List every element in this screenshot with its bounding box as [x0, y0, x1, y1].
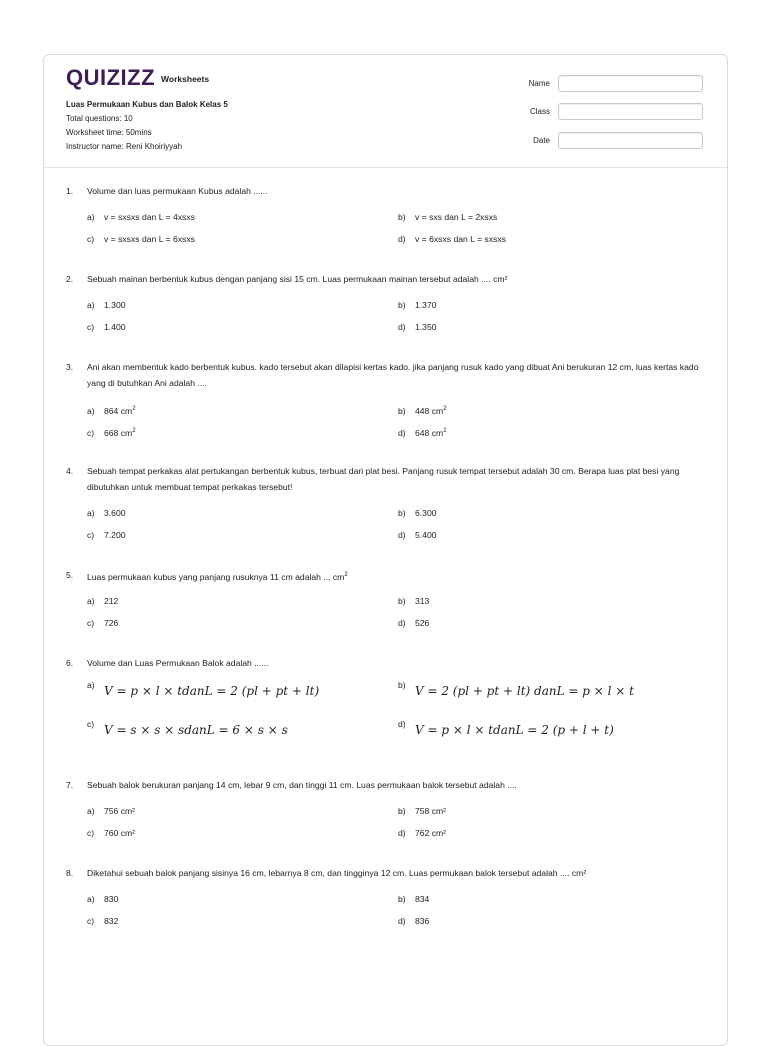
question-number: 4. — [66, 466, 74, 476]
quizizz-logo: QUIZIZZ — [66, 65, 156, 90]
question-5 — [66, 567, 706, 637]
option-d: d) 526 — [398, 618, 430, 628]
formula: V = p × l × tdanL = 2 (p + l + t) — [415, 723, 614, 737]
option-c: c) 7.200 — [87, 530, 126, 540]
question-8 — [66, 865, 706, 935]
question-text: Volume dan luas permukaan Kubus adalah ...... — [87, 186, 268, 196]
option-b: b) 6.300 — [398, 508, 437, 518]
class-input[interactable] — [558, 103, 703, 120]
option-a: a) 864 $cm^2$ — [87, 405, 136, 416]
class-label: Class — [529, 107, 550, 116]
option-d: d) 762 cm² — [398, 828, 447, 838]
option-b: b) 313 — [398, 596, 430, 606]
question-text: Sebuah mainan berbentuk kubus dengan panjang sisi 15 cm. Luas permukaan mainan tersebut adalah .... cm² — [87, 274, 508, 284]
worksheet-title: Luas Permukaan Kubus dan Balok Kelas 5 — [66, 100, 228, 109]
name-field-row — [520, 75, 703, 92]
worksheet-meta — [66, 98, 228, 154]
option-d: d) v = 6xsxs dan L = sxsxs — [398, 234, 506, 244]
name-label: Name — [528, 79, 550, 88]
question-number: 2. — [66, 274, 74, 284]
option-b: b) 448 $cm^2$ — [398, 405, 447, 416]
question-number: 1. — [66, 186, 74, 196]
option-c: c) 726 — [87, 618, 119, 628]
option-c: c) 668 $cm^2$ — [87, 427, 136, 438]
worksheet-time: Worksheet time: 50mins — [66, 128, 152, 137]
option-a: a) V = p × l × tdanL = 2 (pl + pt + lt) — [87, 680, 320, 698]
question-7 — [66, 777, 706, 847]
option-d: d) 5.400 — [398, 530, 437, 540]
option-c: c) v = sxsxs dan L = 6xsxs — [87, 234, 195, 244]
question-2 — [66, 271, 706, 341]
option-a: a) 1.300 — [87, 300, 126, 310]
option-b: b) V = 2 (pl + pt + lt) danL = p × l × t — [398, 680, 634, 698]
instructor-name: Instructor name: Reni Khoiriyyah — [66, 142, 183, 151]
class-field-row — [520, 103, 703, 120]
question-text: Luas permukaan kubus yang panjang rusuknya 11 cm adalah ... $cm^2$ — [87, 571, 348, 582]
option-a: a) v = sxsxs dan L = 4xsxs — [87, 212, 195, 222]
option-c: c) 1.400 — [87, 322, 126, 332]
question-number: 8. — [66, 868, 74, 878]
date-label: Date — [533, 136, 550, 145]
question-number: 7. — [66, 780, 74, 790]
question-1 — [66, 183, 706, 253]
question-4 — [66, 463, 706, 549]
option-b: b) 1.370 — [398, 300, 437, 310]
question-number: 3. — [66, 362, 74, 372]
option-d: d) 648 $cm^2$ — [398, 427, 447, 438]
question-text: Volume dan Luas Permukaan Balok adalah ...... — [87, 658, 269, 668]
option-b: b) 834 — [398, 894, 430, 904]
question-text: Ani akan membentuk kado berbentuk kubus. kado tersebut akan dilapisi kertas kado. jika panjang rusuk kado yang dibuat Ani berukuran 12 cm, luas kertas kado yang di butuhkan Ani adalah .... — [87, 362, 699, 388]
option-a: a) 212 — [87, 596, 119, 606]
date-input[interactable] — [558, 132, 703, 149]
brand — [66, 67, 209, 89]
worksheet-header — [44, 55, 727, 168]
name-input[interactable] — [558, 75, 703, 92]
brand-subtitle: Worksheets — [161, 74, 210, 84]
question-3 — [66, 359, 706, 445]
question-6 — [66, 655, 706, 755]
formula: V = 2 (pl + pt + lt) danL = p × l × t — [415, 684, 634, 698]
option-c: c) 832 — [87, 916, 119, 926]
option-a: a) 830 — [87, 894, 119, 904]
formula: V = s × s × sdanL = 6 × s × s — [104, 723, 288, 737]
formula: V = p × l × tdanL = 2 (pl + pt + lt) — [104, 684, 320, 698]
option-b: b) v = sxs dan L = 2xsxs — [398, 212, 498, 222]
option-d: d) 836 — [398, 916, 430, 926]
option-a: a) 3.600 — [87, 508, 126, 518]
date-field-row — [520, 132, 703, 149]
total-questions: Total questions: 10 — [66, 114, 133, 123]
option-b: b) 758 cm² — [398, 806, 447, 816]
question-number: 5. — [66, 570, 74, 580]
option-a: a) 756 cm² — [87, 806, 136, 816]
question-text: Sebuah balok berukuran panjang 14 cm, lebar 9 cm, dan tinggi 11 cm. Luas permukaan balok tersebut adalah .... — [87, 780, 517, 790]
option-d: d) 1.350 — [398, 322, 437, 332]
option-c: c) V = s × s × sdanL = 6 × s × s — [87, 719, 288, 737]
option-c: c) 760 cm² — [87, 828, 136, 838]
question-text: Sebuah tempat perkakas alat pertukangan berbentuk kubus, terbuat dari plat besi. Panjang rusuk tempat tersebut adalah 30 cm. Berapa luas plat besi yang dibutuhkan untuk membuat tempat perkakas tersebut! — [87, 466, 680, 492]
option-d: d) V = p × l × tdanL = 2 (p + l + t) — [398, 719, 614, 737]
question-number: 6. — [66, 658, 74, 668]
worksheet-page — [43, 54, 728, 1046]
question-text: Diketahui sebuah balok panjang sisinya 16 cm, lebarnya 8 cm, dan tingginya 12 cm. Luas permukaan balok tersebut adalah .... cm² — [87, 868, 587, 878]
